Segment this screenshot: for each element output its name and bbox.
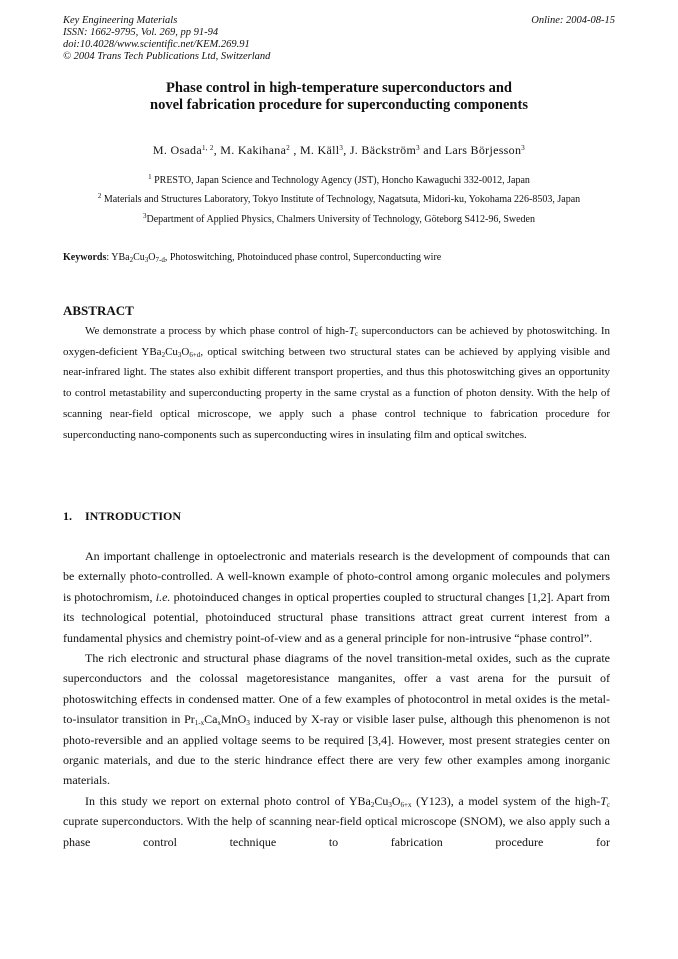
affiliation-text: Department of Applied Physics, Chalmers University of Technology, Göteborg S412-96, Sweden xyxy=(146,214,535,225)
formula-subscript: 3 xyxy=(177,350,182,359)
intro-paragraph-2 xyxy=(63,648,610,791)
paragraph-text: induced by X-ray or visible laser pulse, although this phenomenon is not photo-reversible and an applied voltage seems to be required [3,4]. However, most present strategies center on organic materials, and due to the steric hindrance effect there are very few other examples among inorganic materials. xyxy=(63,712,610,788)
paragraph-text: An important challenge in optoelectronic and materials research is the development of compounds that can be externally photo-controlled. A well-known example of photo-control among organic molecules and polymers is photochromism, xyxy=(63,549,610,604)
abstract-text: Cu xyxy=(165,345,178,358)
author-name: , M. Kakihana xyxy=(213,143,287,157)
author-list xyxy=(40,143,638,158)
author-affiliation-mark: 1, 2 xyxy=(201,144,214,152)
formula-subscript: 6+d xyxy=(189,350,201,359)
keywords-colon: : xyxy=(106,252,112,263)
paragraph-text: cuprate superconductors. With the help of scanning near-field optical microscope (SNOM), we also apply such a phase control technique to fabrication procedure for xyxy=(63,814,610,849)
author-name: and Lars Börjesson xyxy=(419,143,522,157)
affiliation-2 xyxy=(40,194,638,206)
abstract-text: superconductors can be achieved by photoswitching. In oxygen-deficient YBa xyxy=(63,325,611,358)
formula-part: O xyxy=(148,252,156,263)
author-name: , M. Käll xyxy=(290,143,340,157)
title-line-2: novel fabrication procedure for superconducting components xyxy=(150,97,528,113)
intro-paragraph-1 xyxy=(63,546,610,648)
paragraph-text: In this study we report on external photo control of YBa xyxy=(85,793,371,808)
intro-paragraph-3 xyxy=(63,791,610,852)
author-affiliation-mark: 3 xyxy=(339,144,344,152)
paragraph-text: photoinduced changes in optical properties coupled to structural changes [1,2]. Apart from its technological potential, photoinduced structural phase transitions attract great current interest from a fundamental physics and chemistry point-of-view and as a general principle for non-intrusive “phase control”. xyxy=(63,589,610,645)
formula-part: Cu xyxy=(133,252,145,263)
formula-part: YBa xyxy=(111,252,130,263)
author-name: , J. Bäckström xyxy=(343,143,417,157)
section-number: 1. xyxy=(63,509,72,523)
abstract-text: O xyxy=(181,345,190,358)
abstract-heading: ABSTRACT xyxy=(63,303,134,318)
formula-subscript: 3 xyxy=(388,800,392,809)
tc-subscript: c xyxy=(354,330,359,338)
title-line-1: Phase control in high-temperature superconductors and xyxy=(166,80,512,96)
affiliation-text: Materials and Structures Laboratory, Tokyo Institute of Technology, Nagatsuta, Midori-ku, Yokohama 226-8503, Japan xyxy=(101,194,581,205)
formula-subscript: 3 xyxy=(144,256,149,264)
affiliation-1 xyxy=(40,175,638,187)
tc-subscript: c xyxy=(606,800,610,809)
paragraph-text: Ca xyxy=(204,712,218,727)
paragraph-text: The rich electronic and structural phase diagrams of the novel transition-metal oxides, such as the cuprate superconductors and the colossal magetoresistance manganites, offer a vast arena for the pursuit of photoswitching effects in condensed matter. One of a few examples of photocontrol in metal oxides is the metal-to-insulator transition in Pr xyxy=(63,651,610,727)
formula-subscript: 1-x xyxy=(194,719,205,728)
section-title: INTRODUCTION xyxy=(85,509,182,523)
author-affiliation-mark: 3 xyxy=(416,144,420,152)
section-heading-introduction xyxy=(63,509,181,523)
abstract-text: We demonstrate a process by which phase control of high- xyxy=(85,325,349,337)
formula-subscript: 2 xyxy=(161,350,166,359)
affiliation-mark: 1 xyxy=(148,173,152,181)
tc-symbol: T xyxy=(600,793,607,808)
paragraph-text: Cu xyxy=(374,793,389,808)
formula-subscript: 2 xyxy=(370,800,375,809)
paragraph-text: (Y123), a model system of the high- xyxy=(411,793,601,808)
online-date: Online: 2004-08-15 xyxy=(531,15,615,26)
affiliation-text: PRESTO, Japan Science and Technology Agency (JST), Honcho Kawaguchi 332-0012, Japan xyxy=(151,175,530,186)
introduction-body xyxy=(63,546,610,852)
formula-subscript: x xyxy=(217,719,221,728)
keywords-list: , Photoswitching, Photoinduced phase control, Superconducting wire xyxy=(164,252,442,263)
tc-symbol: T xyxy=(348,325,355,337)
author-affiliation-mark: 3 xyxy=(521,144,526,152)
keywords-line xyxy=(63,252,615,264)
author-affiliation-mark: 2 xyxy=(286,144,291,152)
author-name: M. Osada xyxy=(152,143,202,157)
italic-text: i.e. xyxy=(155,589,171,604)
journal-name: Key Engineering Materials xyxy=(63,15,178,26)
paper-title xyxy=(40,80,638,114)
abstract-text: , optical switching between two structural states can be achieved by applying visible and near-infrared light. The states also exhibit different transport properties, and thus this photoswitching gives an opportunity to control metastability and superconducting property in the same crystal as a function of photon density. With the help of scanning near-field optical microscope, we apply such a phase control technique to fabrication procedure for superconducting nano-components such as superconducting wires in insulating film and optical switches. xyxy=(63,345,610,441)
formula-subscript: 7-d xyxy=(155,256,165,264)
keywords-label: Keywords xyxy=(63,252,107,263)
formula-subscript: 6+x xyxy=(400,800,412,809)
paragraph-text: MnO xyxy=(220,712,247,727)
issn-line: ISSN: 1662-9795, Vol. 269, pp 91-94 xyxy=(63,27,219,38)
affiliation-mark: 3 xyxy=(142,212,147,220)
copyright-line: © 2004 Trans Tech Publications Ltd, Switzerland xyxy=(63,51,271,62)
journal-header xyxy=(63,15,270,63)
formula-subscript: 3 xyxy=(246,719,250,728)
paragraph-text: O xyxy=(391,793,401,808)
formula-subscript: 2 xyxy=(129,256,134,264)
affiliation-3 xyxy=(40,214,638,226)
doi-line: doi:10.4028/www.scientific.net/KEM.269.91 xyxy=(63,39,250,50)
affiliation-mark: 2 xyxy=(97,192,102,200)
abstract-paragraph xyxy=(63,321,610,445)
